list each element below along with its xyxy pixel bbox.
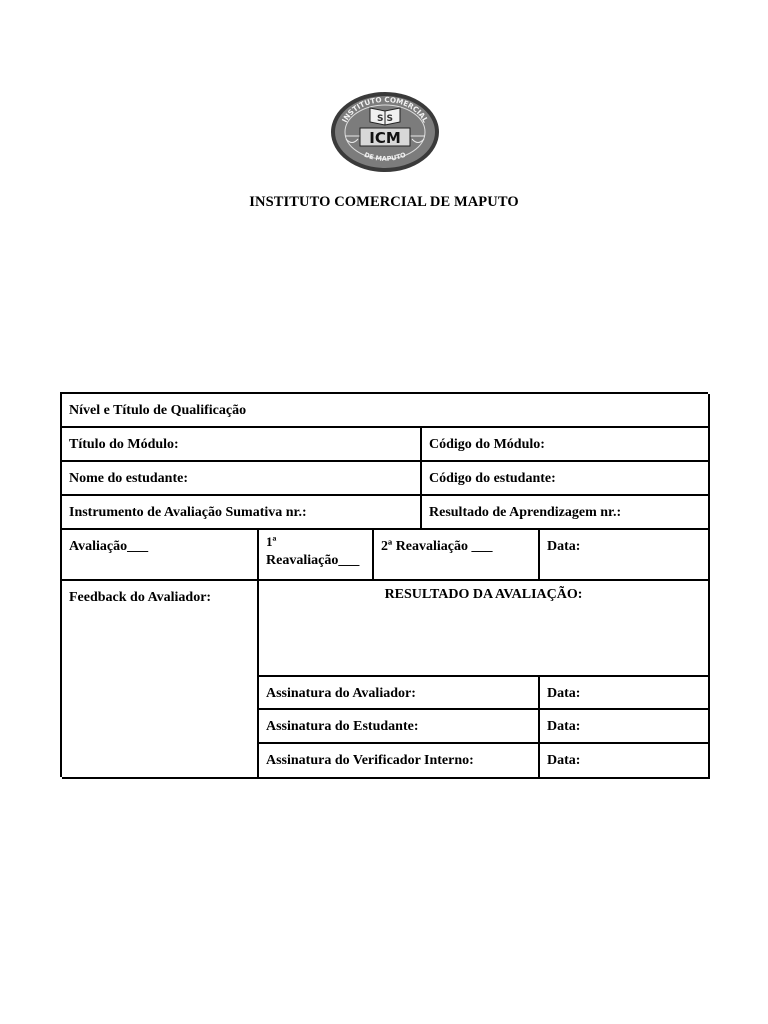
module-code-label: Código do Módulo: [422, 428, 710, 462]
logo-abbreviation: ICM [369, 129, 401, 147]
first-reevaluation-cell [259, 530, 374, 581]
student-name-label: Nome do estudante: [62, 462, 422, 496]
module-title-label: Título do Módulo: [62, 428, 422, 462]
evaluation-form-table [60, 392, 708, 777]
student-code-label: Código do estudante: [422, 462, 710, 496]
second-reevaluation-label: 2ª Reavaliação ___ [374, 530, 540, 581]
evaluation-label: Avaliação___ [62, 530, 259, 581]
institute-logo [330, 91, 440, 173]
logo-book-letters: S S [376, 114, 394, 124]
student-date-label: Data: [540, 710, 710, 744]
instrument-label: Instrumento de Avaliação Sumativa nr.: [62, 496, 422, 530]
verifier-date-label: Data: [540, 744, 710, 779]
result-label: RESULTADO DA AVALIAÇÃO: [259, 581, 710, 677]
learning-result-label: Resultado de Aprendizagem nr.: [422, 496, 710, 530]
student-signature-label: Assinatura do Estudante: [259, 710, 540, 744]
first-reevaluation-ordinal: 1ª [266, 534, 277, 549]
evaluator-signature-label: Assinatura do Avaliador: [259, 677, 540, 710]
feedback-label: Feedback do Avaliador: [62, 581, 259, 779]
first-reevaluation-label: Reavaliação___ [266, 553, 360, 568]
qualification-label: Nível e Título de Qualificação [62, 394, 710, 428]
evaluator-date-label: Data: [540, 677, 710, 710]
logo-text-top: INSTITUTO COMERCIAL [339, 94, 431, 124]
verifier-signature-label: Assinatura do Verificador Interno: [259, 744, 540, 779]
institution-name: INSTITUTO COMERCIAL DE MAPUTO [249, 194, 519, 210]
logo-text-bottom: DE MAPUTO [363, 150, 407, 163]
reevaluation-date-label: Data: [540, 530, 710, 581]
